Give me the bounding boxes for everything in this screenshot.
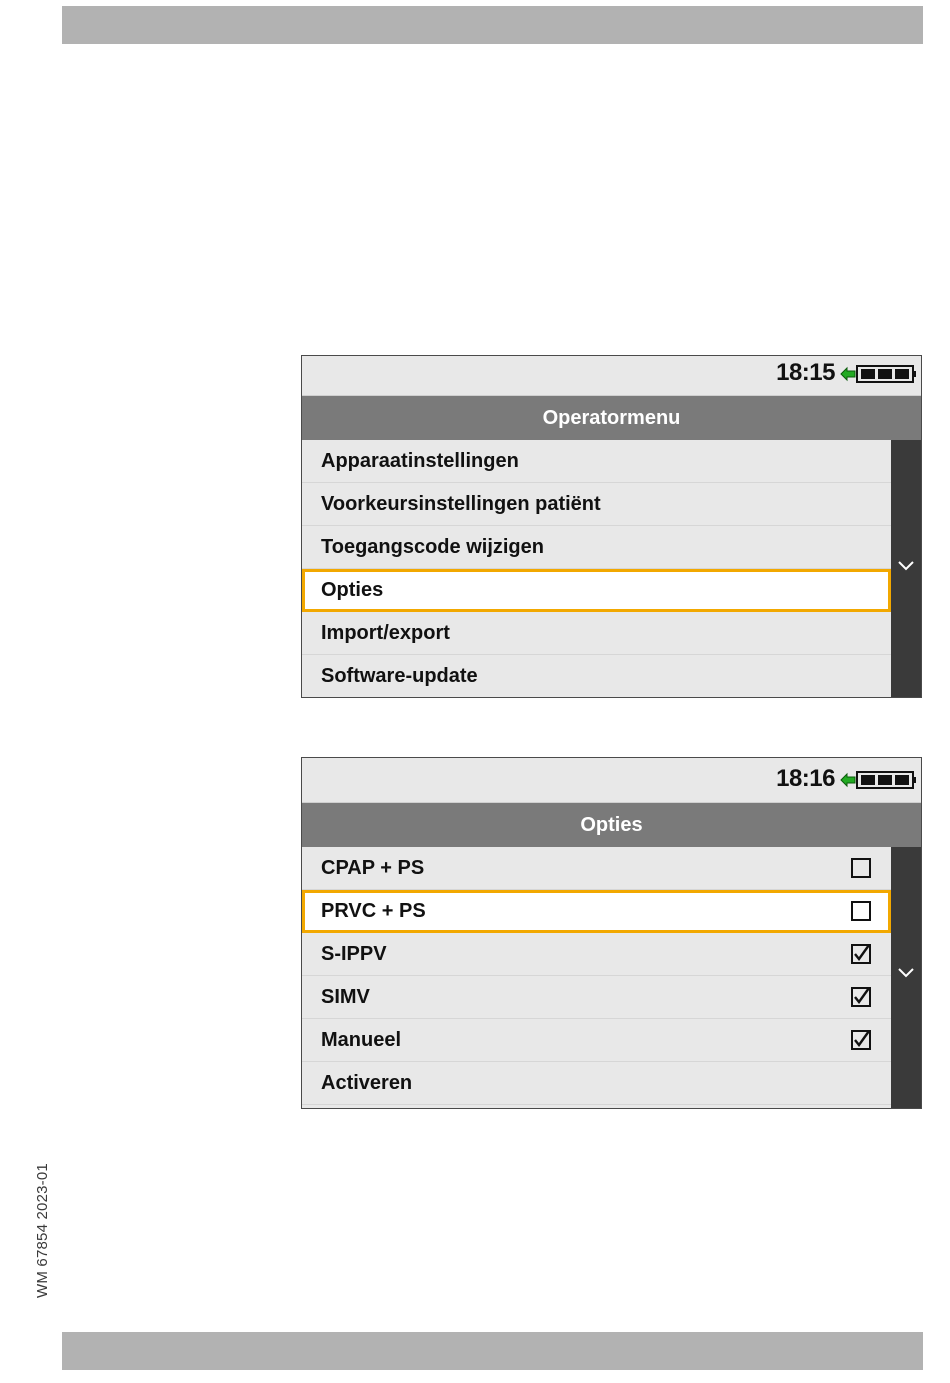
menu-item-label: Software-update bbox=[321, 664, 478, 687]
menu-item-label: Voorkeursinstellingen patiënt bbox=[321, 492, 601, 515]
footer-band bbox=[62, 1332, 923, 1370]
option-manueel[interactable] bbox=[302, 1019, 891, 1062]
activate-button[interactable] bbox=[302, 1062, 891, 1105]
operator-menu-screen bbox=[301, 355, 922, 698]
option-prvc-ps[interactable] bbox=[302, 890, 891, 933]
menu-item-opties[interactable] bbox=[302, 569, 891, 612]
option-cpap-ps[interactable] bbox=[302, 847, 891, 890]
options-screen bbox=[301, 757, 922, 1109]
battery-charging-icon bbox=[839, 362, 917, 386]
screen-title: Opties bbox=[302, 803, 921, 847]
option-label: SIMV bbox=[321, 985, 370, 1008]
options-list bbox=[302, 847, 891, 1105]
clock: 18:15 bbox=[776, 359, 835, 386]
chevron-down-icon[interactable] bbox=[897, 967, 915, 979]
clock: 18:16 bbox=[776, 765, 835, 792]
menu-item-label: Apparaatinstellingen bbox=[321, 449, 519, 472]
menu-list bbox=[302, 440, 891, 698]
checkbox-empty-icon[interactable] bbox=[851, 858, 871, 878]
document-code: WM 67854 2023-01 bbox=[34, 1163, 51, 1298]
status-bar bbox=[302, 758, 921, 803]
screen-title: Operatormenu bbox=[302, 396, 921, 440]
menu-item-software-update[interactable] bbox=[302, 655, 891, 698]
activate-label: Activeren bbox=[321, 1071, 413, 1094]
header-band bbox=[62, 6, 923, 44]
checkbox-checked-icon[interactable] bbox=[851, 987, 871, 1007]
menu-item-label: Import/export bbox=[321, 621, 450, 644]
checkbox-checked-icon[interactable] bbox=[851, 1030, 871, 1050]
menu-item-import-export[interactable] bbox=[302, 612, 891, 655]
menu-item-label: Opties bbox=[321, 579, 384, 601]
battery-charging-icon bbox=[839, 768, 917, 792]
chevron-down-icon[interactable] bbox=[897, 560, 915, 572]
option-label: CPAP + PS bbox=[321, 856, 425, 879]
menu-item-voorkeursinstellingen[interactable] bbox=[302, 483, 891, 526]
option-label: Manueel bbox=[321, 1028, 402, 1051]
menu-item-apparaatinstellingen[interactable] bbox=[302, 440, 891, 483]
option-label: S-IPPV bbox=[321, 942, 387, 965]
scrollbar[interactable] bbox=[891, 440, 921, 697]
menu-item-label: Toegangscode wijzigen bbox=[321, 535, 544, 558]
status-bar bbox=[302, 356, 921, 396]
menu-item-toegangscode[interactable] bbox=[302, 526, 891, 569]
option-s-ippv[interactable] bbox=[302, 933, 891, 976]
checkbox-checked-icon[interactable] bbox=[851, 944, 871, 964]
option-simv[interactable] bbox=[302, 976, 891, 1019]
checkbox-empty-icon[interactable] bbox=[851, 901, 871, 921]
scrollbar[interactable] bbox=[891, 847, 921, 1108]
option-label: PRVC + PS bbox=[321, 900, 426, 922]
